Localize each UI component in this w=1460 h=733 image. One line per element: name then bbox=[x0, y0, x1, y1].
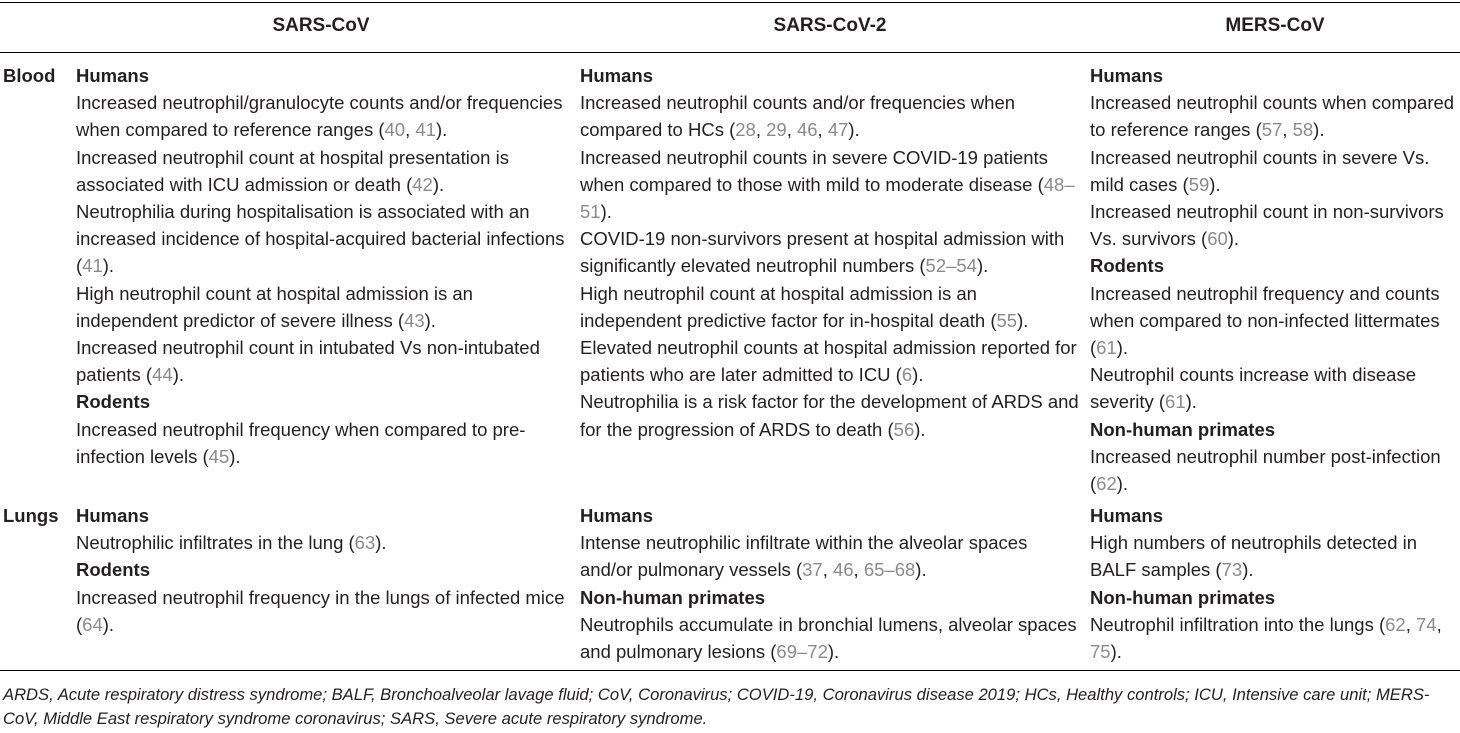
cell-lungs-sars-cov-2 bbox=[580, 502, 1080, 665]
finding-entry: Increased neutrophil frequency in the lungs of infected mice (64). bbox=[76, 586, 565, 635]
reference-link[interactable]: 65–68 bbox=[863, 559, 916, 581]
header-rule bbox=[0, 52, 1460, 53]
subgroup-heading: Humans bbox=[1090, 65, 1163, 86]
reference-link[interactable]: 69–72 bbox=[776, 641, 828, 663]
reference-link[interactable]: 44 bbox=[152, 364, 173, 386]
finding-entry: High neutrophil count at hospital admission is an independent predictive factor for in-hospital death (55). bbox=[580, 282, 1029, 331]
subgroup-heading: Rodents bbox=[76, 391, 150, 413]
finding-entry: Neutrophilia is a risk factor for the development of ARDS and for the progression of ARDS to death (56). bbox=[580, 391, 1079, 440]
table-bottom-rule bbox=[0, 670, 1460, 671]
finding-entry: Increased neutrophil count in intubated Vs non-intubated patients (44). bbox=[76, 337, 540, 386]
reference-link[interactable]: 43 bbox=[404, 309, 425, 331]
cell-blood-mers-cov bbox=[1090, 62, 1460, 497]
reference-link[interactable]: 46 bbox=[796, 119, 818, 141]
reference-link[interactable]: 37 bbox=[802, 559, 823, 581]
reference-link[interactable]: 60 bbox=[1207, 228, 1228, 250]
finding-entry: Neutrophilic infiltrates in the lung (63). bbox=[76, 532, 387, 554]
reference-link[interactable]: 6 bbox=[901, 364, 913, 386]
finding-entry: Increased neutrophil counts in severe Vs. mild cases (59). bbox=[1090, 146, 1430, 195]
subgroup-heading: Humans bbox=[76, 505, 149, 526]
table-top-rule bbox=[0, 2, 1460, 3]
finding-entry: Increased neutrophil counts in severe COVID-19 patients when compared to those with mild to moderate disease (48–51). bbox=[580, 146, 1075, 223]
finding-entry: Elevated neutrophil counts at hospital admission reported for patients who are later admitted to ICU (6). bbox=[580, 337, 1077, 386]
reference-link[interactable]: 75 bbox=[1090, 641, 1111, 663]
column-header-sars-cov-2: SARS-CoV-2 bbox=[773, 15, 887, 36]
finding-entry: Increased neutrophil counts when compared to reference ranges (57, 58). bbox=[1090, 92, 1455, 141]
reference-link[interactable]: 57 bbox=[1261, 119, 1283, 141]
cell-lungs-mers-cov bbox=[1090, 502, 1460, 665]
reference-link[interactable]: 64 bbox=[82, 613, 103, 635]
finding-entry: Increased neutrophil/granulocyte counts and/or frequencies when compared to reference ranges (40, 41). bbox=[76, 92, 563, 141]
finding-entry: Increased neutrophil count in non-survivors Vs. survivors (60). bbox=[1090, 201, 1444, 250]
finding-entry: Neutrophil counts increase with disease severity (61). bbox=[1090, 364, 1416, 413]
cell-blood-sars-cov-2 bbox=[580, 62, 1080, 443]
reference-link[interactable]: 41 bbox=[82, 255, 103, 277]
finding-entry: Increased neutrophil number post-infection (62). bbox=[1090, 445, 1441, 495]
cell-blood-sars-cov bbox=[76, 62, 566, 470]
reference-link[interactable]: 63 bbox=[354, 532, 376, 554]
subgroup-heading: Rodents bbox=[1090, 255, 1164, 277]
reference-link[interactable]: 40 bbox=[384, 119, 406, 141]
reference-link[interactable]: 58 bbox=[1292, 119, 1314, 141]
reference-link[interactable]: 74 bbox=[1416, 613, 1437, 635]
reference-link[interactable]: 62 bbox=[1096, 473, 1117, 495]
finding-entry: Intense neutrophilic infiltrate within the alveolar spaces and/or pulmonary vessels (37, 46, 65–68). bbox=[580, 532, 1028, 581]
subgroup-heading: Non-human primates bbox=[1090, 418, 1276, 440]
reference-link[interactable]: 42 bbox=[412, 173, 433, 195]
reference-link[interactable]: 61 bbox=[1096, 337, 1117, 359]
finding-entry: COVID-19 non-survivors present at hospital admission with significantly elevated neutrophil numbers (52–54). bbox=[580, 228, 1065, 277]
finding-entry: Increased neutrophil frequency when compared to pre-infection levels (45). bbox=[76, 418, 526, 467]
reference-link[interactable]: 73 bbox=[1221, 559, 1243, 581]
cell-lungs-sars-cov bbox=[76, 502, 566, 638]
row-label-blood: Blood bbox=[3, 65, 56, 86]
subgroup-heading: Non-human primates bbox=[580, 586, 766, 608]
table-footnote: ARDS, Acute respiratory distress syndrome; BALF, Bronchoalveolar lavage fluid; CoV, Coronavirus; COVID-19, Coronavirus disease 2019; HCs, Healthy controls; ICU, Intensive care unit; MERS-CoV, Middle East respiratory syndrome coronavirus; SARS, Severe acute respiratory syndrome. bbox=[3, 685, 1430, 728]
subgroup-heading: Humans bbox=[580, 505, 653, 526]
reference-link[interactable]: 45 bbox=[208, 445, 230, 467]
column-header-sars-cov: SARS-CoV bbox=[272, 15, 370, 36]
finding-entry: Neutrophils accumulate in bronchial lumens, alveolar spaces and pulmonary lesions (69–72). bbox=[580, 613, 1077, 663]
reference-link[interactable]: 55 bbox=[996, 309, 1018, 331]
reference-link[interactable]: 62 bbox=[1385, 613, 1406, 635]
subgroup-heading: Rodents bbox=[76, 559, 150, 581]
finding-entry: High neutrophil count at hospital admission is an independent predictor of severe illness (43). bbox=[76, 282, 473, 331]
reference-link[interactable]: 47 bbox=[827, 119, 849, 141]
reference-link[interactable]: 46 bbox=[832, 559, 854, 581]
finding-entry: High numbers of neutrophils detected in BALF samples (73). bbox=[1090, 532, 1418, 581]
reference-link[interactable]: 52–54 bbox=[925, 255, 977, 277]
subgroup-heading: Humans bbox=[76, 65, 149, 86]
reference-link[interactable]: 56 bbox=[893, 418, 915, 440]
finding-entry: Neutrophilia during hospitalisation is associated with an increased incidence of hospital-acquired bacterial infections (41). bbox=[76, 201, 565, 277]
finding-entry: Increased neutrophil count at hospital presentation is associated with ICU admission or death (42). bbox=[76, 146, 509, 195]
subgroup-heading: Humans bbox=[580, 65, 653, 86]
column-header-mers-cov: MERS-CoV bbox=[1225, 15, 1325, 36]
subgroup-heading: Non-human primates bbox=[1090, 586, 1276, 608]
finding-entry: Neutrophil infiltration into the lungs (62, 74, 75). bbox=[1090, 613, 1442, 663]
reference-link[interactable]: 41 bbox=[415, 119, 436, 141]
reference-link[interactable]: 61 bbox=[1165, 391, 1186, 413]
finding-entry: Increased neutrophil frequency and counts when compared to non-infected littermates (61). bbox=[1090, 282, 1440, 359]
reference-link[interactable]: 59 bbox=[1188, 173, 1210, 195]
reference-link[interactable]: 48–51 bbox=[580, 173, 1075, 223]
reference-link[interactable]: 29 bbox=[766, 119, 787, 141]
row-label-lungs: Lungs bbox=[3, 505, 59, 526]
subgroup-heading: Humans bbox=[1090, 505, 1163, 526]
finding-entry: Increased neutrophil counts and/or frequencies when compared to HCs (28, 29, 46, 47). bbox=[580, 92, 1016, 141]
reference-link[interactable]: 28 bbox=[735, 119, 756, 141]
